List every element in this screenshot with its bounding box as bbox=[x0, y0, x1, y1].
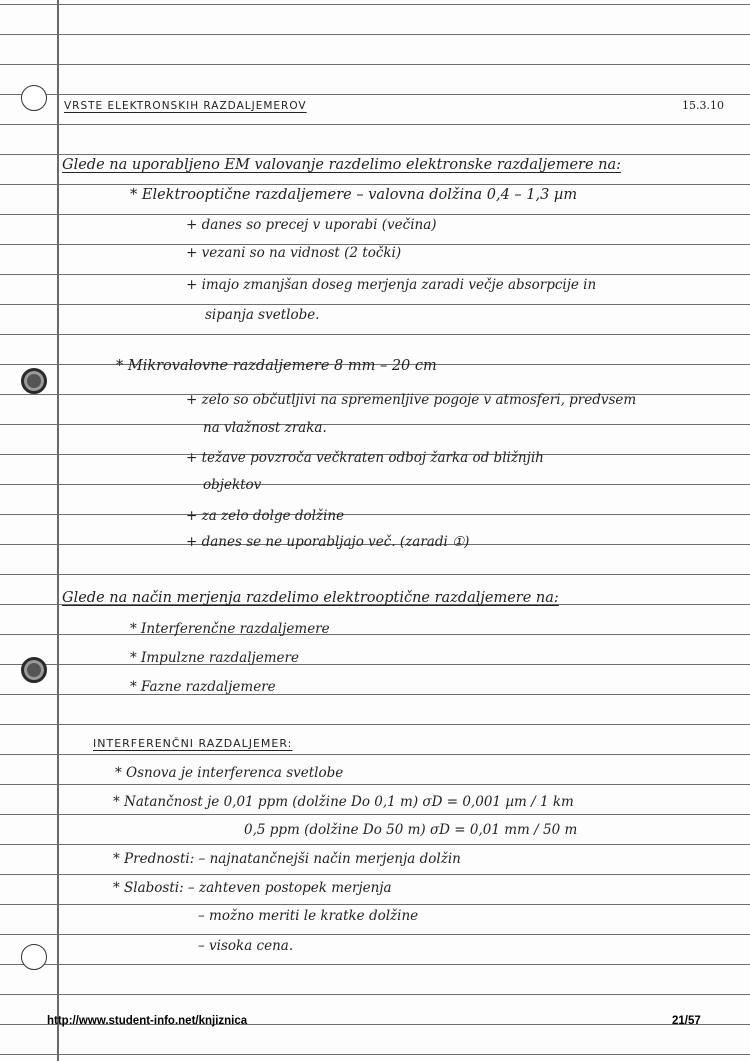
list-item: * Osnova je interferenca svetlobe bbox=[115, 765, 344, 781]
list-item: * Natančnost je 0,01 ppm (dolžine Do 0,1 m) σD = 0,001 µm / 1 km bbox=[113, 794, 574, 810]
section-heading: Glede na uporabljeno EM valovanje razdelimo elektronske razdaljemere na: bbox=[62, 157, 622, 173]
list-item: + danes se ne uporabljajo več. (zaradi ①) bbox=[186, 534, 470, 550]
list-item: + vezani so na vidnost (2 točki) bbox=[186, 245, 402, 261]
punch-hole bbox=[21, 657, 47, 683]
margin-line bbox=[57, 0, 59, 1061]
list-item: * Mikrovalovne razdaljemere 8 mm – 20 cm bbox=[116, 358, 437, 374]
page-title: VRSTE ELEKTRONSKIH RAZDALJEMEROV bbox=[64, 100, 307, 112]
list-item: * Slabosti: – zahteven postopek merjenja bbox=[113, 880, 392, 896]
page-date: 15.3.10 bbox=[682, 99, 724, 112]
punch-hole bbox=[21, 85, 47, 111]
list-item: – visoka cena. bbox=[198, 938, 294, 954]
list-item: + težave povzroča večkraten odboj žarka od bližnjih bbox=[186, 450, 544, 466]
list-item: na vlažnost zraka. bbox=[203, 420, 327, 436]
punch-hole bbox=[21, 368, 47, 394]
list-item: + imajo zmanjšan doseg merjenja zaradi večje absorpcije in bbox=[186, 277, 597, 293]
list-item: * Fazne razdaljemere bbox=[130, 679, 276, 695]
list-item: sipanja svetlobe. bbox=[205, 307, 320, 323]
list-item: + za zelo dolge dolžine bbox=[186, 508, 345, 524]
section-heading: INTERFERENČNI RAZDALJEMER: bbox=[93, 737, 293, 750]
list-item: * Impulzne razdaljemere bbox=[130, 650, 299, 666]
list-item: * Prednosti: – najnatančnejši način merjenja dolžin bbox=[113, 851, 461, 867]
list-item: objektov bbox=[203, 477, 262, 493]
footer-url: http://www.student-info.net/knjiznica bbox=[47, 1015, 248, 1027]
list-item: + zelo so občutljivi na spremenljive pogoje v atmosferi, predvsem bbox=[186, 392, 637, 408]
footer-page-number: 21/57 bbox=[672, 1015, 701, 1027]
list-item: * Elektrooptične razdaljemere – valovna dolžina 0,4 – 1,3 µm bbox=[130, 187, 578, 203]
section-heading: Glede na način merjenja razdelimo elektrooptične razdaljemere na: bbox=[62, 590, 559, 606]
list-item: 0,5 ppm (dolžine Do 50 m) σD = 0,01 mm / 50 m bbox=[244, 822, 578, 838]
list-item: – možno meriti le kratke dolžine bbox=[198, 908, 419, 924]
list-item: * Interferenčne razdaljemere bbox=[130, 621, 330, 637]
list-item: + danes so precej v uporabi (večina) bbox=[186, 217, 437, 233]
punch-hole bbox=[21, 944, 47, 970]
